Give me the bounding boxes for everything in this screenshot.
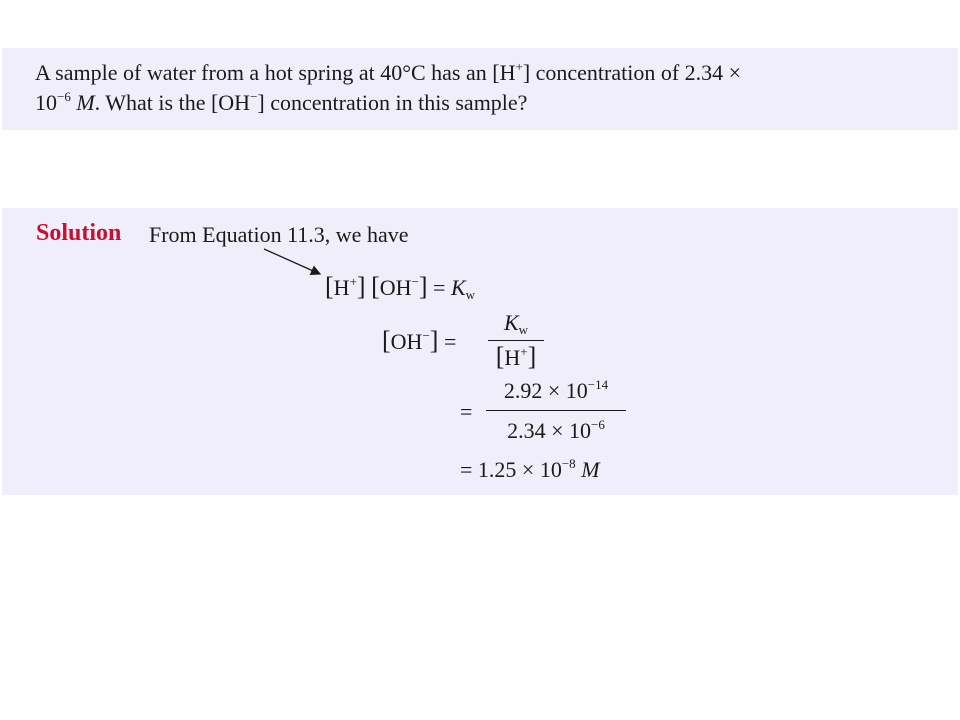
molarity-unit: M — [581, 457, 600, 482]
oh-minus-superscript: − — [250, 89, 258, 104]
problem-text: ] concentration of 2.34 × — [522, 60, 742, 85]
fraction-bar — [486, 410, 626, 411]
equation-2-lhs: [OH−] = — [382, 326, 457, 355]
problem-text: . What is the [OH — [94, 90, 251, 115]
kw-constant: K — [450, 275, 466, 300]
equals-sign: = — [443, 329, 457, 354]
equals-sign: = — [460, 399, 473, 424]
result-equation — [460, 457, 600, 486]
problem-text-line-1 — [35, 60, 741, 89]
h-ion: H — [504, 345, 521, 370]
charge-superscript: − — [411, 274, 419, 289]
charge-superscript: + — [349, 274, 357, 289]
equals-sign: = — [433, 275, 446, 300]
problem-text: 10 — [35, 90, 57, 115]
molarity-unit: M — [76, 90, 95, 115]
kw-constant: K — [503, 310, 519, 335]
solution-panel — [2, 208, 958, 495]
h-ion: H — [333, 275, 350, 300]
charge-superscript: + — [520, 344, 528, 359]
fraction-bar — [488, 340, 544, 341]
problem-text: ] concentration in this sample? — [257, 90, 528, 115]
equation-1: [H+] $[OH^-] = K_w$ — [325, 272, 476, 302]
oh-ion: OH — [390, 329, 423, 354]
charge-superscript: − — [422, 328, 430, 343]
problem-panel — [2, 48, 958, 130]
solution-intro: From Equation 11.3, we have — [149, 222, 409, 247]
exponent: −14 — [587, 377, 609, 392]
result-value: 1.25 × 10 — [477, 457, 562, 482]
exponent: −8 — [561, 456, 576, 471]
fraction-denominator: [H+] — [495, 342, 537, 371]
numerator-value: 2.92 × 10 — [503, 378, 588, 403]
exponent: −6 — [591, 417, 605, 432]
problem-text-line-2 — [35, 90, 527, 119]
arrow-icon — [2, 208, 958, 495]
fraction-numerator — [489, 310, 543, 336]
equals-sign: = — [460, 457, 473, 482]
exponent: −6 — [57, 89, 71, 104]
solution-heading: Solution — [36, 220, 122, 246]
kw-subscript: w — [518, 322, 529, 337]
problem-text: A sample of water from a hot spring at 40°C has an [H — [35, 60, 516, 85]
fraction-numerator — [486, 378, 626, 404]
h-plus-superscript: + — [515, 59, 523, 74]
kw-subscript: w — [465, 287, 476, 302]
oh-ion: OH — [379, 275, 412, 300]
denominator-value: 2.34 × 10 — [507, 418, 592, 443]
fraction-denominator — [486, 418, 626, 444]
